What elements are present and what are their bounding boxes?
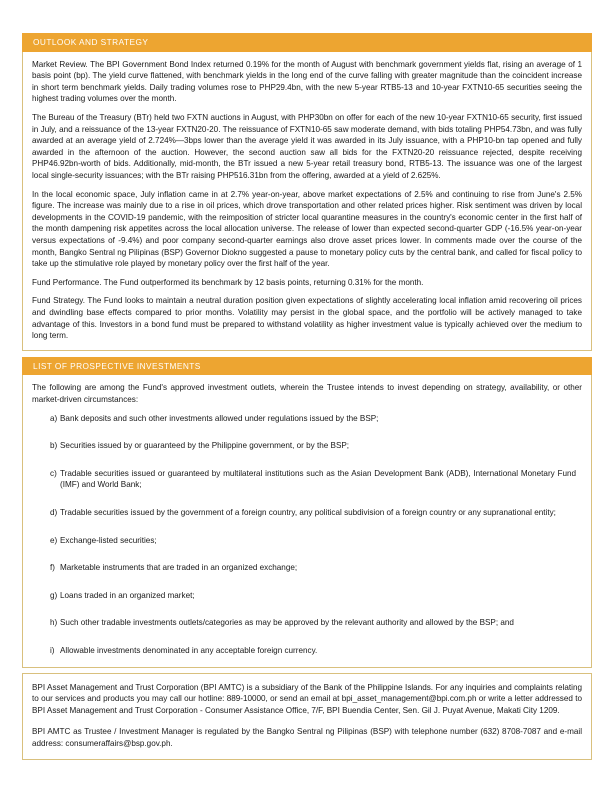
list-item-text: Exchange-listed securities;: [60, 535, 157, 545]
list-item-text: Loans traded in an organized market;: [60, 590, 195, 600]
list-item-text: Tradable securities issued or guaranteed by multilateral institutions such as the Asian Development Bank (ADB), International Monetary Fund (IMF) and World Bank;: [60, 468, 576, 490]
list-item-text: Securities issued by or guaranteed by the Philippine government, or by the BSP;: [60, 441, 350, 451]
list-item-marker: a): [50, 413, 58, 423]
list-item-marker: f): [50, 563, 55, 573]
disclaimer-paragraph-regulator: BPI AMTC as Trustee / Investment Manager is regulated by the Bangko Sentral ng Pilipinas (BSP) with telephone number (632) 8708-7087 and e-mail address: consumeraffairs@bsp.gov.ph.: [32, 727, 582, 748]
list-item-marker: e): [50, 535, 58, 545]
paragraph-market-review: Market Review. The BPI Government Bond Index returned 0.19% for the month of August with benchmark government yields flat, rising an average of 1 basis point (bp). The yield curve flattened, with benchmark yields in the long end of the curve falling with greater magnitude than the coincident increase in short term benchmark yields. Daily trading volumes rose to PHP29.4bn, with the new 5-year RTB5-13 and 10-year FXTN10-65 securities seeing the highest trading volumes over the month.: [32, 59, 582, 104]
list-item: [32, 535, 582, 547]
disclaimer-paragraph-bpi-amtc: BPI Asset Management and Trust Corporation (BPI AMTC) is a subsidiary of the Bank of the Philippine Islands. For any inquiries and complaints relating to our services and products you may call our hotline: 889-10000, or send an email at bpi_asset_management@bpi.com.ph or write a letter addressed to BPI Asset Management and Trust Corporation - Consumer Assistance Office, 7/F, BPI Buendia Center, Sen. Gil J. Puyat Avenue, Makati City 1209.: [32, 682, 582, 715]
list-item: [32, 468, 582, 491]
prospective-investments-content-box: [22, 375, 592, 667]
list-item-marker: h): [50, 618, 58, 628]
prospective-investments-list: [32, 413, 582, 657]
outlook-content-box: [22, 52, 592, 351]
list-item-text: Marketable instruments that are traded in an organized exchange;: [60, 563, 298, 573]
paragraph-treasury-auctions: The Bureau of the Treasury (BTr) held two FXTN auctions in August, with PHP30bn on offer for each of the new 10-year FXTN10-65 security, first issued in July, and a reissuance of the 13-year FXTN20-20. The reissuance of FXTN10-65 saw moderate demand, with bids totaling PHP54.73bn, and was fully awarded at an average yield of 2.724%—3bps lower than the average yield it was awarded in its July issuance, with a PHP10-bn tap opened and fully awarded in the afternoon of the auction. However, the second auction saw all bids for the FXTN20-20 reissuance rejected, despite receiving PHP46.92bn-worth of bids. Additionally, mid-month, the BTr issued a new 5-year retail treasury bond, RTB5-13. The issuance was one of the largest local single-security issuances; with the BTr raising PHP516.31bn from the offering, awarded at a yield of 2.625%.: [32, 113, 582, 181]
list-item-text: Such other tradable investments outlets/categories as may be approved by the relevant authority and allowed by the BSP; and: [60, 618, 514, 628]
list-item-marker: i): [50, 646, 55, 655]
paragraph-fund-performance: Fund Performance. The Fund outperformed its benchmark by 12 basis points, returning 0.31% for the month.: [32, 277, 424, 287]
paragraph-local-economy: In the local economic space, July inflation came in at 2.7% year-on-year, above market expectations of 2.5% and continuing to rise from June's 2.5% figure. The increase was mainly due to a rise in oil prices, which drove transportation and other related prices higher. Risk sentiment was driven by local developments in the COVID-19 pandemic, with the reimposition of stricter local quarantine measures in the country's economic center in the first half of the month dampening risk appetites across the local allocation universe. The release of lower than expected second-quarter GDP (-16.5% year-on-year versus expectations of -9.4%) and poor company second-quarter earnings also drove asset prices lower. In comments made over the course of the month, Bangko Sentral ng Pilipinas (BSP) Governor Diokno suggested a pause to monetary policy cuts by the central bank, and called for fiscal policy to take up the stimulative role played by monetary policy over the first half of the year.: [32, 189, 582, 269]
list-item: [32, 562, 582, 574]
list-item: [32, 507, 582, 519]
section-header-list-of-prospective-investments: LIST OF PROSPECTIVE INVESTMENTS: [22, 357, 592, 376]
list-item-marker: d): [50, 508, 58, 518]
list-item: [32, 617, 582, 629]
list-item: [32, 440, 582, 452]
paragraph-fund-strategy: Fund Strategy. The Fund looks to maintain a neutral duration position given expectations of slightly accelerating local inflation amid recovering oil prices and dwindling base effects compared to prior months. Volatility may persist in the global space, and the portfolio will be actively managed to take advantage of this. Investors in a bond fund must be prepared to withstand volatility as higher investment value is typically achieved over the medium to long term.: [32, 296, 582, 341]
list-item-text: Allowable investments denominated in any acceptable foreign currency.: [60, 646, 318, 655]
disclaimer-box: [22, 673, 592, 760]
list-item-marker: g): [50, 590, 58, 600]
prospective-investments-intro: The following are among the Fund's approved investment outlets, wherein the Trustee intends to invest depending on strategy, availability, or other market-driven circumstances:: [32, 383, 582, 405]
list-item: [32, 645, 582, 657]
list-item-text: Tradable securities issued by the government of a foreign country, any political subdivision of a foreign country or any supranational entity;: [60, 508, 556, 518]
list-item: [32, 590, 582, 602]
list-item-marker: c): [50, 468, 57, 478]
list-item-marker: b): [50, 441, 58, 451]
list-item-text: Bank deposits and such other investments allowed under regulations issued by the BSP;: [60, 413, 379, 423]
section-header-outlook-and-strategy: OUTLOOK AND STRATEGY: [22, 33, 592, 52]
list-item: [32, 413, 582, 425]
